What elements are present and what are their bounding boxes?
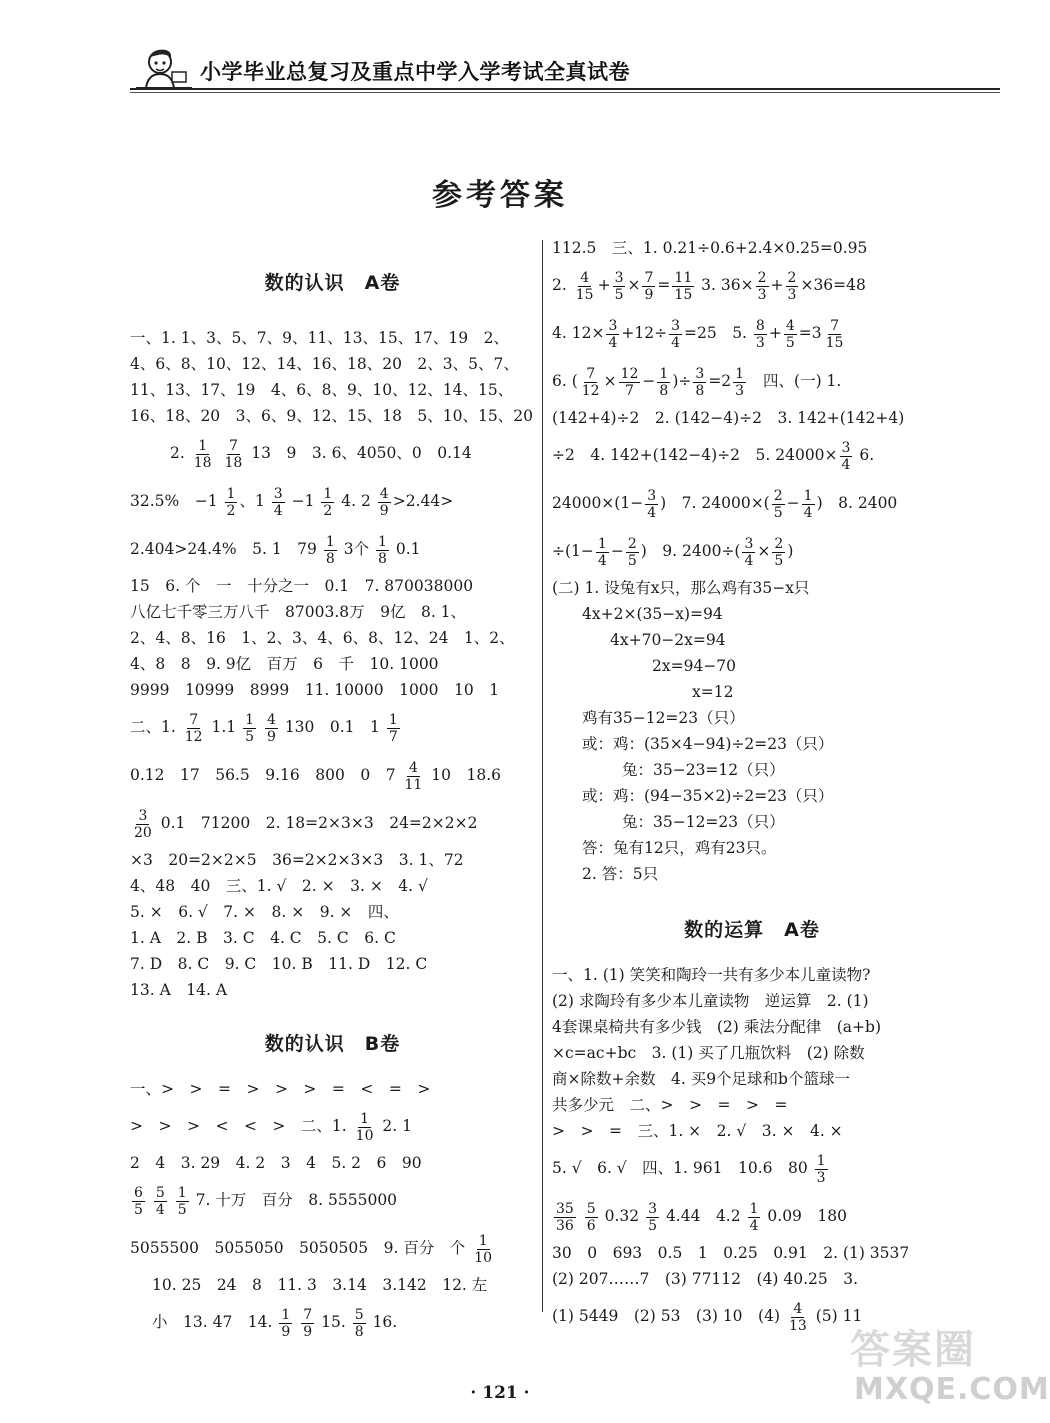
answer-line: 16、18、20 3、6、9、12、15、18 5、10、15、20 — [130, 407, 533, 425]
text: × — [603, 372, 617, 390]
fraction: $\frac{2}{5}$ — [627, 535, 637, 569]
fraction: $\frac{7}{18}$ — [224, 437, 243, 471]
answer-line: 共多少元 二、> > = > = — [552, 1096, 788, 1114]
running-header — [130, 44, 1000, 94]
fraction: $\frac{4}{9}$ — [266, 711, 276, 745]
answer-line — [552, 357, 952, 405]
fraction: $\frac{7}{12}$ — [581, 365, 600, 399]
fraction: $\frac{4}{11}$ — [404, 759, 423, 793]
answer-line: (2) 求陶玲有多少本儿童读物 逆运算 2. (1) — [552, 992, 869, 1010]
text: 小 13. 47 14. — [152, 1313, 273, 1331]
text: ) 8. 2400 — [816, 494, 898, 512]
fraction: $\frac{4}{5}$ — [785, 317, 795, 351]
answer-line: 一、> > = > > > = < = > — [130, 1080, 431, 1098]
fraction: $\frac{1}{4}$ — [749, 1200, 759, 1234]
fraction: $\frac{1}{9}$ — [281, 1306, 291, 1340]
fraction: $\frac{7}{15}$ — [825, 317, 844, 351]
text: −1 — [291, 492, 315, 510]
page-number: · 121 · — [470, 1383, 530, 1403]
fraction: $\frac{3}{4}$ — [671, 317, 680, 351]
answer-line — [552, 1144, 952, 1192]
answer-line — [130, 1224, 535, 1272]
fraction: $\frac{4}{9}$ — [379, 485, 389, 519]
answer-line — [552, 1192, 952, 1240]
answer-line — [552, 309, 952, 357]
text: − — [610, 542, 624, 560]
answer-line: (2) 207……7 (3) 77112 (4) 40.25 3. — [552, 1270, 859, 1288]
text: × — [627, 276, 641, 294]
answer-line: 7. D 8. C 9. C 10. B 11. D 12. C — [130, 955, 428, 973]
header-rule — [130, 88, 1000, 90]
text: 32.5% −1 — [130, 492, 218, 510]
fraction: $\frac{1}{10}$ — [474, 1232, 493, 1266]
fraction: $\frac{1}{10}$ — [355, 1110, 374, 1144]
fraction: $\frac{3}{5}$ — [648, 1200, 657, 1234]
fraction: $\frac{3}{20}$ — [134, 807, 152, 841]
fraction: $\frac{3}{4}$ — [647, 487, 657, 521]
answer-line — [552, 261, 952, 309]
answer-line: 9999 10999 8999 11. 10000 1000 10 1 — [130, 681, 500, 699]
fraction: $\frac{1}{18}$ — [193, 437, 212, 471]
section-title-number-recognition-a: 数的认识 A卷 — [264, 272, 401, 294]
answer-line: 4、6、8、10、12、14、16、18、20 2、3、5、7、 — [130, 355, 519, 373]
fraction: $\frac{2}{5}$ — [773, 487, 783, 521]
text: 0.12 17 56.5 9.16 800 0 7 — [130, 766, 396, 784]
text: 13 9 3. 6、4050、0 0.14 — [251, 444, 472, 462]
fraction: $\frac{1}{3}$ — [816, 1152, 826, 1186]
text: > > > < < > 二、1. — [130, 1117, 347, 1135]
fraction: $\frac{5}{6}$ — [586, 1200, 596, 1234]
text: 7. 十万 百分 8. 5555000 — [195, 1191, 398, 1209]
text: × — [757, 542, 771, 560]
equation-line: 4x+2×(35−x)=94 — [582, 605, 723, 623]
answer-line: 八亿七千零三万八千 87003.8万 9亿 8. 1、 — [130, 603, 467, 621]
fraction: $\frac{3}{4}$ — [744, 535, 754, 569]
answer-line: 5. × 6. √ 7. × 8. × 9. × 四、 — [130, 903, 399, 921]
fraction: $\frac{2}{5}$ — [774, 535, 784, 569]
text: 5055500 5055050 5050505 9. 百分 个 — [130, 1239, 466, 1257]
text: 24000×(1− — [552, 494, 644, 512]
fraction: $\frac{1}{8}$ — [325, 533, 335, 567]
fraction: $\frac{7}{9}$ — [303, 1306, 313, 1340]
page-title: 参考答案 — [432, 178, 568, 213]
answer-line: 或：鸡：(94−35×2)÷2=23（只） — [582, 787, 834, 805]
text: 、1 — [239, 492, 265, 510]
fraction: $\frac{5}{4}$ — [155, 1184, 165, 1218]
fraction: $\frac{3}{5}$ — [614, 269, 624, 303]
answer-line — [130, 751, 535, 799]
text: 5. √ 6. √ 四、1. 961 10.6 80 — [552, 1159, 808, 1177]
fraction: $\frac{1}{7}$ — [388, 711, 398, 745]
fraction: $\frac{1}{8}$ — [659, 365, 669, 399]
fraction: $\frac{11}{15}$ — [674, 269, 693, 303]
text: 0.1 71200 2. 18=2×3×3 24=2×2×2 — [160, 814, 478, 832]
answer-line: 13. A 14. A — [130, 981, 228, 999]
column-divider — [542, 240, 543, 1312]
text: 3个 — [343, 540, 370, 558]
answer-line — [130, 799, 535, 847]
equation-line: 2x=94−70 — [652, 657, 737, 675]
answer-line: 2. 答：5只 — [582, 865, 659, 883]
answer-line: 2 4 3. 29 4. 2 3 4 5. 2 6 90 — [130, 1154, 422, 1172]
text: 6. — [859, 446, 875, 464]
answer-line: 4、48 40 三、1. √ 2. × 3. × 4. √ — [130, 877, 428, 895]
text: (1) 5449 (2) 53 (3) 10 (4) — [552, 1307, 780, 1325]
text: =25 5. — [683, 324, 747, 342]
text: − — [642, 372, 656, 390]
answer-line: > > = 三、1. × 2. √ 3. × 4. × — [552, 1122, 843, 1140]
answer-line — [552, 479, 952, 527]
fraction: $\frac{5}{8}$ — [354, 1306, 364, 1340]
text: 二、1. — [130, 718, 176, 736]
text: + — [597, 276, 611, 294]
fraction: $\frac{2}{3}$ — [787, 269, 797, 303]
answer-line — [130, 1176, 535, 1224]
watermark-domain: MXQE.COM — [854, 1372, 1050, 1407]
answer-line: (142+4)÷2 2. (142−4)÷2 3. 142+(142+4) — [552, 409, 905, 427]
section-title-number-operations-a: 数的运算 A卷 — [684, 919, 820, 941]
answer-line — [552, 527, 952, 575]
fraction: $\frac{4}{13}$ — [788, 1300, 807, 1334]
fraction: $\frac{1}{5}$ — [177, 1184, 187, 1218]
answer-line — [130, 1102, 535, 1150]
text: =2 — [708, 372, 732, 390]
text: 2.404>24.4% 5. 1 79 — [130, 540, 317, 558]
text: 0.32 — [604, 1207, 640, 1225]
fraction: $\frac{1}{2}$ — [323, 485, 333, 519]
text: = — [657, 276, 671, 294]
fraction: $\frac{3}{4}$ — [608, 317, 618, 351]
text: ) — [787, 542, 794, 560]
answer-line — [152, 1298, 535, 1346]
equation-line: x=12 — [692, 683, 734, 701]
text: ) 7. 24000×( — [660, 494, 770, 512]
answer-line: 30 0 693 0.5 1 0.25 0.91 2. (1) 3537 — [552, 1244, 910, 1262]
text: 15. — [321, 1313, 346, 1331]
cartoon-boy-icon — [136, 44, 192, 92]
text: ×36=48 — [800, 276, 866, 294]
answer-line: 2、4、8、16 1、2、3、4、6、8、12、24 1、2、 — [130, 629, 515, 647]
answer-line: 一、1. 1、3、5、7、9、11、13、15、17、19 2、 — [130, 329, 510, 347]
text: 2. — [170, 444, 185, 462]
fraction: $\frac{35}{36}$ — [556, 1200, 574, 1234]
fraction: $\frac{7}{9}$ — [644, 269, 654, 303]
fraction: $\frac{3}{8}$ — [695, 365, 705, 399]
answer-line: 1. A 2. B 3. C 4. C 5. C 6. C — [130, 929, 396, 947]
fraction: $\frac{3}{4}$ — [841, 439, 851, 473]
fraction: $\frac{1}{2}$ — [226, 485, 236, 519]
answer-line: 112.5 三、1. 0.21÷0.6+2.4×0.25=0.95 — [552, 239, 868, 257]
text: )÷ — [672, 372, 692, 390]
fraction: $\frac{7}{12}$ — [184, 711, 203, 745]
text: 0.09 180 — [767, 1207, 848, 1225]
header-title: 小学毕业总复习及重点中学入学考试全真试卷 — [200, 60, 630, 84]
text: 4. 12× — [552, 324, 605, 342]
text: − — [786, 494, 800, 512]
answer-line: 或：鸡：(35×4−94)÷2=23（只） — [582, 735, 834, 753]
text: ÷2 4. 142+(142−4)÷2 5. 24000× — [552, 446, 838, 464]
answer-line — [130, 477, 535, 525]
text: 10 18.6 — [431, 766, 502, 784]
right-column — [552, 235, 952, 1340]
answer-line: 11、13、17、19 4、6、8、9、10、12、14、15、 — [130, 381, 514, 399]
text: 4. 2 — [341, 492, 371, 510]
text: ÷(1− — [552, 542, 594, 560]
text: =3 — [798, 324, 822, 342]
text: >2.44> — [392, 492, 454, 510]
fraction: $\frac{6}{5}$ — [134, 1184, 143, 1218]
text: 4.44 4.2 — [665, 1207, 741, 1225]
fraction: $\frac{4}{15}$ — [575, 269, 594, 303]
answer-line: ×c=ac+bc 3. (1) 买了几瓶饮料 (2) 除数 — [552, 1044, 865, 1062]
fraction: $\frac{3}{4}$ — [273, 485, 283, 519]
text: 130 0.1 1 — [284, 718, 380, 736]
fraction: $\frac{8}{3}$ — [755, 317, 765, 351]
watermark-logo — [850, 1318, 1050, 1418]
fraction: $\frac{12}{7}$ — [620, 365, 639, 399]
answer-line: 一、1. (1) 笑笑和陶玲一共有多少本儿童读物? — [552, 966, 871, 984]
answer-line — [130, 525, 535, 573]
text: 2. — [552, 276, 567, 294]
fraction: $\frac{1}{4}$ — [597, 535, 607, 569]
answer-line: 兔：35−12=23（只） — [622, 813, 785, 831]
text: + — [768, 324, 782, 342]
answer-line: 鸡有35−12=23（只） — [582, 709, 745, 727]
answer-line — [130, 429, 535, 477]
answer-line: 答：兔有12只，鸡有23只。 — [582, 839, 777, 857]
text: 6. ( — [552, 372, 578, 390]
answer-line: 4套课桌椅共有多少钱 (2) 乘法分配律 (a+b) — [552, 1018, 881, 1036]
text: + — [770, 276, 784, 294]
left-column — [130, 230, 535, 1346]
answer-line — [552, 431, 952, 479]
text: 1.1 — [211, 718, 237, 736]
fraction: $\frac{1}{5}$ — [245, 711, 255, 745]
answer-line: ×3 20=2×2×5 36=2×2×3×3 3. 1、72 — [130, 851, 464, 869]
answer-line: (二) 1. 设兔有x只，那么鸡有35−x只 — [552, 579, 810, 597]
fraction: $\frac{1}{4}$ — [803, 487, 813, 521]
answer-line: 兔：35−23=12（只） — [622, 761, 785, 779]
header-rule-thin — [130, 92, 1000, 93]
watermark-text: 答案圈 — [850, 1327, 976, 1373]
text: (5) 11 — [815, 1307, 863, 1325]
text: 四、(一) 1. — [763, 372, 842, 390]
equation-line: 4x+70−2x=94 — [610, 631, 726, 649]
text: 2. 1 — [382, 1117, 412, 1135]
text: 16. — [372, 1313, 398, 1331]
fraction: $\frac{1}{8}$ — [378, 533, 387, 567]
text: ) 9. 2400÷( — [640, 542, 741, 560]
fraction: $\frac{2}{3}$ — [757, 269, 767, 303]
text: 0.1 — [395, 540, 421, 558]
answer-line — [130, 703, 535, 751]
answer-line: 10. 25 24 8 11. 3 3.14 3.142 12. 左 — [152, 1276, 488, 1294]
answer-line: 商×除数+余数 4. 买9个足球和b个篮球一 — [552, 1070, 850, 1088]
text: +12÷ — [621, 324, 668, 342]
answer-line: 15 6. 个 一 十分之一 0.1 7. 870038000 — [130, 577, 474, 595]
section-title-number-recognition-b: 数的认识 B卷 — [264, 1033, 401, 1055]
answer-line: 4、8 8 9. 9亿 百万 6 千 10. 1000 — [130, 655, 439, 673]
text: 3. 36× — [701, 276, 754, 294]
fraction: $\frac{1}{3}$ — [735, 365, 745, 399]
